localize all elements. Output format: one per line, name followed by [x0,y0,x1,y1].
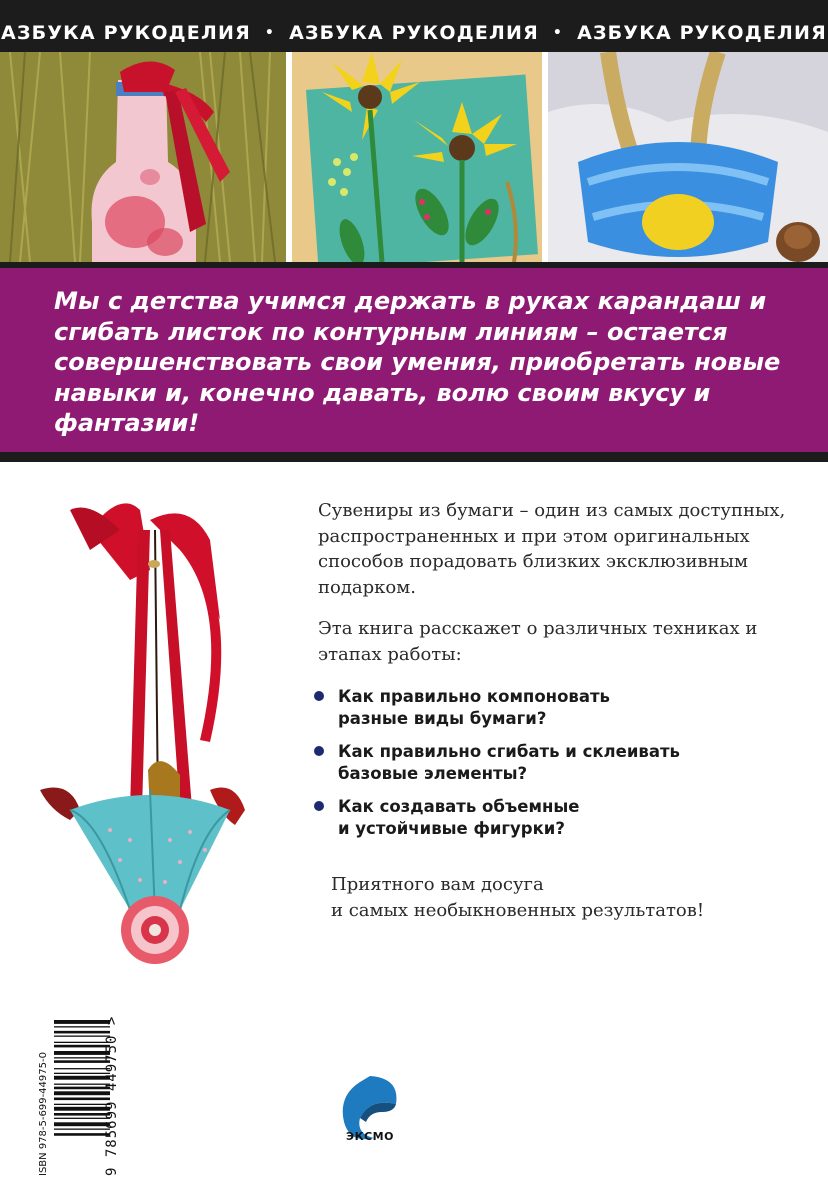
feature-item-compose [312,686,802,730]
bottle-photo [0,52,286,262]
closing-line: и самых необыкновенных результатов! [331,899,705,921]
series-label-1: АЗБУКА РУКОДЕЛИЯ [1,22,251,44]
series-separator-2: • [552,25,564,41]
bullet-dot [314,746,324,756]
tagline: Мы с детства учимся держать в руках карандаш и сгибать листок по контурным линиям – остается совершенствовать свои умения, приобретать новые навыки и, конечно давать, волю своим вкусу и фантазии! [54,287,781,437]
series-separator-1: • [264,25,276,41]
feature-item-fold [312,741,802,785]
bullet-dot [314,691,324,701]
isbn-label: ISBN 978-5-699-44975-0 [38,1052,49,1176]
closing-line: Приятного вам досуга [331,874,544,895]
gift-cone-photo [30,490,280,980]
feature-list [312,686,802,851]
feature-line: и устойчивые фигурки? [338,819,565,838]
flowers-photo [292,52,542,262]
feature-line: Как правильно компоновать [338,687,610,706]
bullet-dot [314,801,324,811]
barcode-digits: 9 785699 449750 > [104,1015,120,1176]
intro-paragraph: Сувениры из бумаги – один из самых доступных, распространенных и при этом оригинальных способов порадовать близких эксклюзивным подарком. [318,500,786,598]
feature-item-figures [312,796,802,840]
feature-line: Как создавать объемные [338,797,580,816]
book-lead-paragraph: Эта книга расскажет о различных техниках и этапах работы: [318,618,758,665]
series-label-3: АЗБУКА РУКОДЕЛИЯ [577,22,827,44]
feature-line: разные виды бумаги? [338,709,547,728]
closing-paragraph [331,872,771,923]
feature-line: базовые элементы? [338,764,528,783]
series-header [0,22,828,44]
series-label-2: АЗБУКА РУКОДЕЛИЯ [289,22,539,44]
publisher-name: ЭКСМО [346,1130,394,1143]
basket-photo [548,52,828,262]
feature-line: Как правильно сгибать и склеивать [338,742,680,761]
